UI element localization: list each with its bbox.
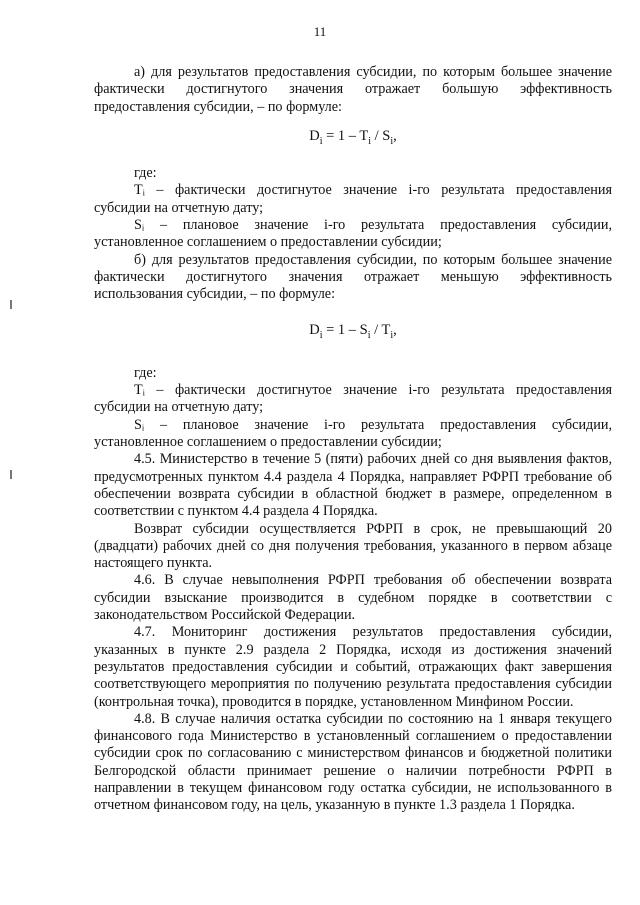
- paragraph-a-intro: а) для результатов предоставления субсидии, по которым большее значение фактически достигнутого значения отражает большую эффективность предоставления субсидии, – по формуле:: [94, 64, 612, 115]
- paragraph-4-5: 4.5. Министерство в течение 5 (пяти) рабочих дней со дня выявления фактов, предусмотренных пунктом 4.4 раздела 4 Порядка, направляет РФРП требование об обеспечении возврата субсидии в областной бюджет в размере, определенном в соответствии с пунктом 4.4 раздела 4 Порядка.: [94, 451, 612, 520]
- paragraph-4-6: 4.6. В случае невыполнения РФРП требования об обеспечении возврата субсидии взыскание производится в судебном порядке в соответствии с законодательством Российской Федерации.: [94, 572, 612, 624]
- formula-1: $D_i = 1 - T_i / S_i$,: [309, 127, 397, 147]
- definition-s: Sᵢ – плановое значение i-го результата предоставления субсидии, установленное соглашением о предоставлении субсидии;: [94, 416, 612, 451]
- where-label: где:: [134, 165, 157, 182]
- definition-s: Sᵢ – плановое значение i-го результата предоставления субсидии, установленное соглашением о предоставлении субсидии;: [94, 217, 612, 251]
- paragraph-return: Возврат субсидии осуществляется РФРП в срок, не превышающий 20 (двадцати) рабочих дней со дня получения требования, указанного в первом абзаце настоящего пункта.: [94, 520, 612, 572]
- formula-2: $D_i = 1 - S_i / T_i$,: [309, 321, 397, 341]
- paragraph-4-7: 4.7. Мониторинг достижения результатов предоставления субсидии, указанных в пункте 2.9 раздела 2 Порядка, исходя из достижения значений результатов предоставления субсидии и событий, отражающих факт завершения соответствующего мероприятия по получению результата предоставления субсидии (контрольная точка), проводится в порядке, установленном Минфином России.: [94, 624, 612, 710]
- definition-t: Tᵢ – фактически достигнутое значение i-го результата предоставления субсидии на отчетную дату;: [94, 382, 612, 416]
- page-number: 11: [313, 24, 327, 39]
- where-label: где:: [134, 364, 157, 381]
- document-body: [94, 64, 612, 815]
- paragraph-4-8: 4.8. В случае наличия остатка субсидии по состоянию на 1 января текущего финансового года Министерство в установленный соглашением о предоставлении субсидии срок по согласованию с министерством финансов и бюджетной политики Белгородской области принимает решение о наличии потребности РФРП в направлении в текущем финансовом году остатка субсидии, не использованного в отчетном финансовом году, на цель, указанную в пункте 1.3 раздела 1 Порядка.: [94, 710, 612, 814]
- definition-t: Tᵢ – фактически достигнутое значение i-го результата предоставления субсидии на отчетную дату;: [94, 182, 612, 216]
- binding-mark: [10, 470, 12, 479]
- paragraph-b-intro: б) для результатов предоставления субсидии, по которым большее значение фактически достигнутого значения отражает меньшую эффективность использования субсидии, – по формуле:: [94, 251, 612, 303]
- binding-mark: [10, 300, 12, 309]
